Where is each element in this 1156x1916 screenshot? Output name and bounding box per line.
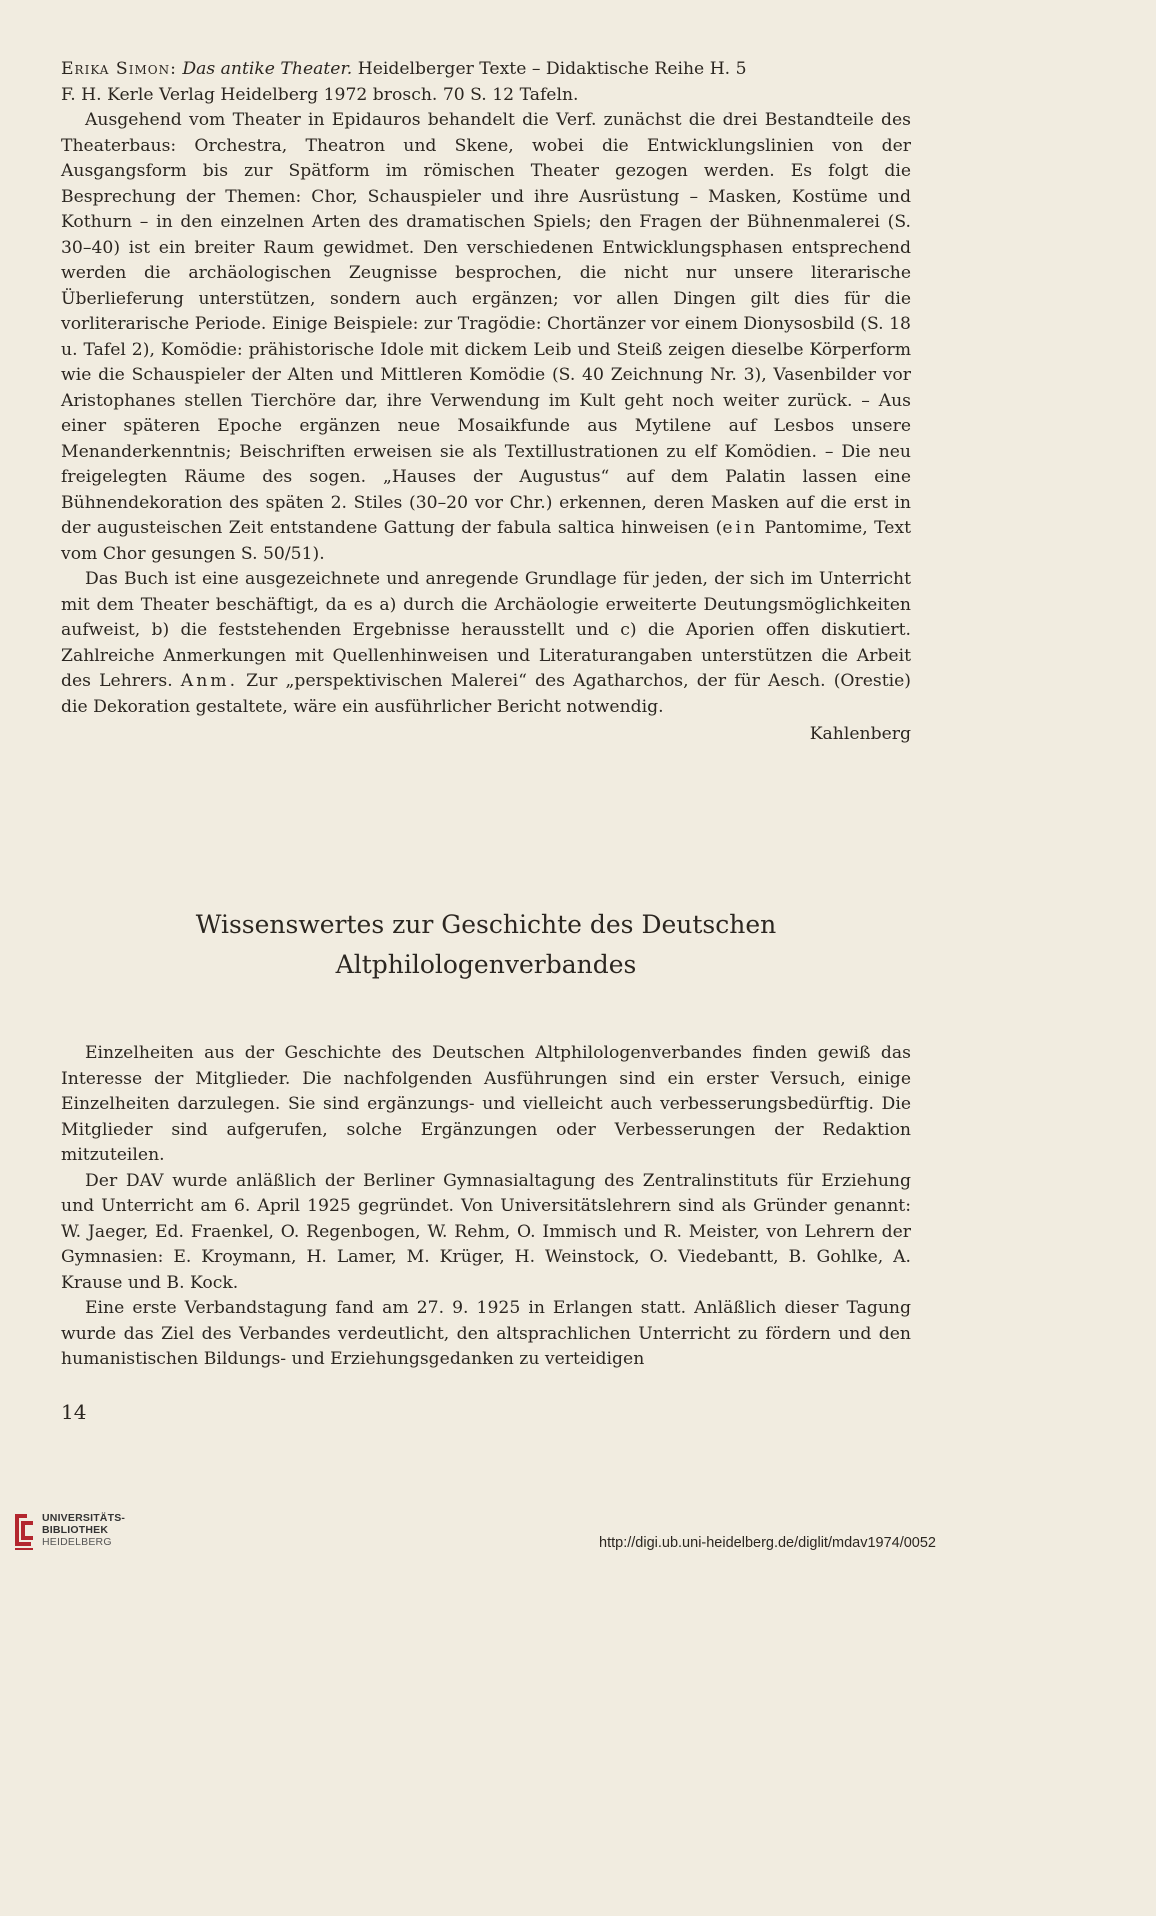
- review-paragraph-2-text-a: Das Buch ist eine ausgezeichnete und anregende Grundlage für jeden, der sich im Unterricht mit dem Theater beschäftigt, da es a) durch die Archäologie erweiterte Deutungsmöglichkeiten aufweist, b) die feststehenden Ergebnisse herausstellt und c) die Aporien offen diskutiert. Zahlreiche Anmerkungen mit Quellenhinweisen und Literaturangaben unterstützen die Arbeit des Lehrers.: [61, 569, 911, 691]
- review-paragraph-2-text-b: Zur „perspektivischen Malerei“ des Agatharchos, der für Aesch. (Orestie) die Dekoration gestaltete, wäre ein ausführlicher Bericht notwendig.: [61, 671, 911, 717]
- library-name-line-1: UNIVERSITÄTS-: [42, 1512, 126, 1524]
- review-book-title: Das antike Theater.: [182, 59, 353, 79]
- review-paragraph-2-emphasis: Anm.: [180, 671, 239, 691]
- library-name-line-2: BIBLIOTHEK: [42, 1524, 109, 1536]
- library-name: [42, 1512, 125, 1548]
- library-emblem-icon: [12, 1512, 36, 1552]
- page-number: 14: [61, 1400, 87, 1424]
- library-logo[interactable]: [12, 1512, 125, 1552]
- review-series: Heidelberger Texte – Didaktische Reihe H. 5: [357, 59, 747, 79]
- review-signature: Kahlenberg: [809, 724, 911, 744]
- review-author: Erika Simon:: [61, 59, 177, 79]
- review-citation: [61, 57, 911, 83]
- review-paragraph-2: [61, 567, 911, 720]
- library-name-line-3: HEIDELBERG: [42, 1536, 112, 1548]
- book-review: [61, 57, 911, 748]
- section-heading: [61, 905, 911, 985]
- source-url-link[interactable]: http://digi.ub.uni-heidelberg.de/diglit/mdav1974/0052: [599, 1535, 936, 1551]
- section-paragraph-3: Eine erste Verbandstagung fand am 27. 9. 1925 in Erlangen statt. Anläßlich dieser Tagung wurde das Ziel des Verbandes verdeutlicht, den altsprachlichen Unterricht zu fördern und den humanistischen Bildungs- und Erziehungsgedanken zu verteidigen: [61, 1298, 911, 1369]
- review-paragraph-1-emphasis: ein: [722, 518, 759, 538]
- review-paragraph-1-text-b: Pantomime, Text vom Chor gesungen S. 50/51).: [61, 518, 911, 564]
- section-heading-line-1: Wissenswertes zur Geschichte des Deutschen: [195, 910, 777, 939]
- review-paragraph-1: [61, 108, 911, 567]
- section-paragraph-2: Der DAV wurde anläßlich der Berliner Gymnasialtagung des Zentralinstituts für Erziehung und Unterricht am 6. April 1925 gegründet. Von Universitätslehrern sind als Gründer genannt: W. Jaeger, Ed. Fraenkel, O. Regenbogen, W. Rehm, O. Immisch und R. Meister, von Lehrern der Gymnasien: E. Kroymann, H. Lamer, M. Krüger, H. Weinstock, O. Viedebantt, B. Gohlke, A. Krause und B. Kock.: [61, 1170, 911, 1293]
- review-paragraph-1-text-a: Ausgehend vom Theater in Epidauros behandelt die Verf. zunächst die drei Bestandteile des Theaterbaus: Orchestra, Theatron und Skene, wobei die Entwicklungslinien von der Ausgangsform bis zur Spätform im römischen Theater gezogen werden. Es folgt die Besprechung der Themen: Chor, Schauspieler und ihre Ausrüstung – Masken, Kostüme und Kothurn – in den einzelnen Arten des dramatischen Spiels; den Fragen der Bühnenmalerei (S. 30–40) ist ein breiter Raum gewidmet. Den verschiedenen Entwicklungsphasen entsprechend werden die archäologischen Zeugnisse besprochen, die nicht nur unsere literarische Überlieferung unterstützen, sondern auch ergänzen; vor allen Dingen gilt dies für die vorliterarische Periode. Einige Beispiele: zur Tragödie: Chortänzer vor einem Dionysosbild (S. 18 u. Tafel 2), Komödie: prähistorische Idole mit dickem Leib und Steiß zeigen dieselbe Körperform wie die Schauspieler der Alten und Mittleren Komödie (S. 40 Zeichnung Nr. 3), Vasenbilder vor Aristophanes stellen Tierchöre dar, ihre Verwendung im Kult geht noch weiter zurück. – Aus einer späteren Epoche ergänzen neue Mosaikfunde aus Mytilene auf Lesbos unsere Menanderkenntnis; Beischriften erweisen sie als Textillustrationen zu elf Komödien. – Die neu freigelegten Räume des sogen. „Hauses der Augustus“ auf dem Palatin lassen eine Bühnendekoration des späten 2. Stiles (30–20 vor Chr.) erkennen, deren Masken auf die erst in der augusteischen Zeit entstandene Gattung der fabula saltica hinweisen (: [61, 110, 911, 538]
- section-paragraph-1: Einzelheiten aus der Geschichte des Deutschen Altphilologenverbandes finden gewiß das Interesse der Mitglieder. Die nachfolgenden Ausführungen sind ein erster Versuch, einige Einzelheiten darzulegen. Sie sind ergänzungs- und vielleicht auch verbesserungsbedürftig. Die Mitglieder sind aufgerufen, solche Ergänzungen oder Verbesserungen der Redaktion mitzuteilen.: [61, 1043, 911, 1165]
- section-heading-line-2: Altphilologenverbandes: [335, 950, 637, 979]
- review-publisher: F. H. Kerle Verlag Heidelberg 1972 brosch. 70 S. 12 Tafeln.: [61, 84, 579, 105]
- section-body: [61, 1041, 911, 1373]
